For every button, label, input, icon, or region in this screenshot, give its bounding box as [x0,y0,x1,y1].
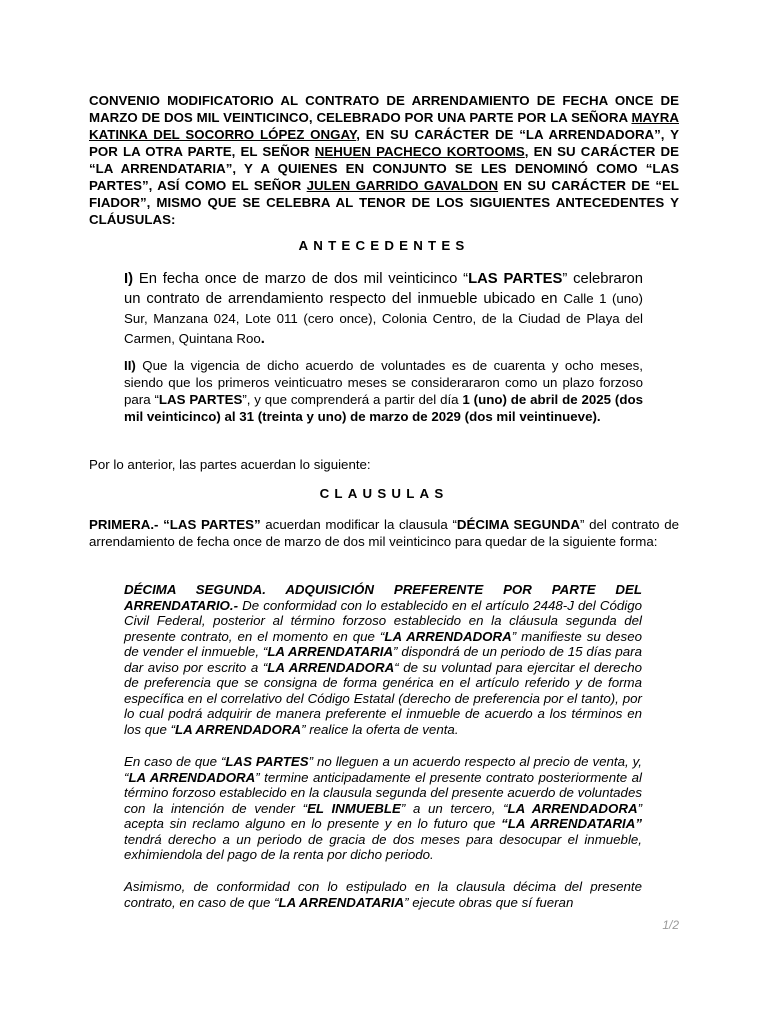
quoted-clause-paragraph-2 [124,754,642,863]
fiador-name: JULEN GARRIDO GAVALDON [306,178,499,193]
antecedente-text: . [260,331,265,347]
clause-text: ” no lleguen a un acuerdo respecto al precio de venta, y, “ [124,754,642,785]
contract-period: 1 (uno) de abril de 2025 (dos mil veinticinco) al 31 (treinta y uno) de marzo de 2029 (dos mil veintinueve). [124,392,643,424]
antecedente-text: ” celebraron un contrato de arrendamiento respecto del inmueble ubicado en [124,271,643,307]
document-title [89,92,679,228]
title-text: EN SU CARÁCTER DE “EL FIADOR”, MISMO QUE SE CELEBRA AL TENOR DE LOS SIGUIENTES ANTECEDENTES Y CLÁUSULAS: [89,178,679,227]
clausula-label: PRIMERA.- “LAS PARTES” [89,517,261,532]
antecedente-ii [124,357,643,425]
inmueble-term: EL INMUEBLE [307,800,401,816]
clausula-text: acuerdan modificar la clausula “ [260,517,457,532]
title-text: , EN SU CARÁCTER DE “LA ARRENDADORA”, Y POR LA OTRA PARTE, EL SEÑOR [89,127,679,159]
arrendadora-term: LA ARRENDADORA [128,769,256,785]
clause-text: ” a un tercero, “ [400,800,508,816]
clause-text: En caso de que “ [124,754,226,769]
clause-text: De conformidad con lo establecido en el artículo 2448-J del Código Civil Federal, posterior al término forzoso establecido en la cláusula segunda del presente contrato, en el momento en que “ [124,597,642,644]
clause-text: ” termine anticipadamente el presente contrato posteriormente al término forzoso establecido en la clausula segunda del presente acuerdo de voluntades con la intención de vender “ [124,769,642,816]
las-partes-term: LAS PARTES [468,271,563,287]
clause-text: ” realice la oferta de venta. [301,721,459,737]
antecedente-text: En fecha once de marzo de dos mil veinticinco “ [133,271,469,287]
page-number: 1/2 [662,918,679,932]
clause-text: ” manifieste su deseo de vender el inmueble, “ [124,628,642,659]
antecedente-text: Que la vigencia de dicho acuerdo de voluntades es de cuarenta y ocho meses, siendo que los primeros veinticuatro meses se considerararon como un plazo forzoso para “ [124,358,643,407]
clausula-primera [89,516,679,550]
clause-text: ” ejecute obras que sí fueran [404,894,574,910]
clause-text: Asimismo, de conformidad con lo estipulado en la clausula décima del presente contrato, en caso de que “ [124,879,642,910]
arrendadora-term: LA ARRENDADORA [267,659,395,675]
arrendadora-term: LA ARRENDADORA [175,721,302,737]
property-address: Calle 1 (uno) Sur, Manzana 024, Lote 011 (cero once), Colonia Centro, de la Ciudad de Playa del Carmen, Quintana Roo [124,291,643,346]
clausulas-heading: CLAUSULAS [319,486,449,501]
title-text: , EN SU CARÁCTER DE “LA ARRENDATARIA”, Y A QUIENES EN CONJUNTO SE LES DENOMINÓ COMO “LAS PARTES”, ASÍ COMO EL SEÑOR [89,144,679,193]
antecedente-text: ”, y que comprenderá a partir del día [242,392,463,407]
antecedente-number: I) [124,271,134,287]
antecedente-number: II) [124,358,136,373]
transition-paragraph: Por lo anterior, las partes acuerdan lo siguiente: [89,457,371,472]
clause-text: “ de su voluntad para ejercitar el derecho de preferencia que se consigna de forma genérica en el artículo referido y de forma específica en el correlativo del Código Estatal (derecho de preferencia por el tanto), por lo cual podrá adquirir de manera preferente el inmueble de acuerdo a los términos en los que “ [124,659,642,737]
quoted-clause-heading: DÉCIMA SEGUNDA. ADQUISICIÓN PREFERENTE POR PARTE DEL ARRENDATARIO.- [124,582,642,613]
clause-reference: DÉCIMA SEGUNDA [456,517,580,532]
arrendataria-term: LA ARRENDATARIA [278,894,405,910]
antecedente-i [124,270,643,349]
las-partes-term: LAS PARTES [225,754,309,769]
clause-text: ” dispondrá de un periodo de 15 días para dar aviso por escrito a “ [124,644,642,675]
arrendadora-term: LA ARRENDADORA [507,800,638,816]
arrendataria-term: “LA ARRENDATARIA” [501,816,642,831]
arrendataria-term: LA ARRENDATARIA [267,644,394,659]
clause-text: ” acepta sin reclamo alguno en lo presente y en lo futuro que [124,800,642,831]
clausula-text: ” del contrato de arrendamiento de fecha once de marzo de dos mil veinticinco para quedar de la siguiente forma: [89,517,679,549]
antecedentes-heading: ANTECEDENTES [298,238,470,253]
quoted-clause-paragraph-3 [124,879,642,910]
arrendadora-term: LA ARRENDADORA [384,628,512,644]
las-partes-term: LAS PARTES [158,392,243,407]
arrendataria-name: NEHUEN PACHECO KORTOOMS [314,144,525,159]
title-text: CONVENIO MODIFICATORIO AL CONTRATO DE ARRENDAMIENTO DE FECHA ONCE DE MARZO DE DOS MIL VEINTICINCO, CELEBRADO POR UNA PARTE POR LA SEÑORA [89,93,679,125]
quoted-clause-paragraph-1 [124,582,642,737]
clause-text: tendrá derecho a un periodo de gracia de dos meses para desocupar el inmueble, exhimiendola del pago de la renta por dicho periodo. [124,831,642,862]
arrendadora-name: MAYRA KATINKA DEL SOCORRO LÓPEZ ONGAY [89,110,679,142]
